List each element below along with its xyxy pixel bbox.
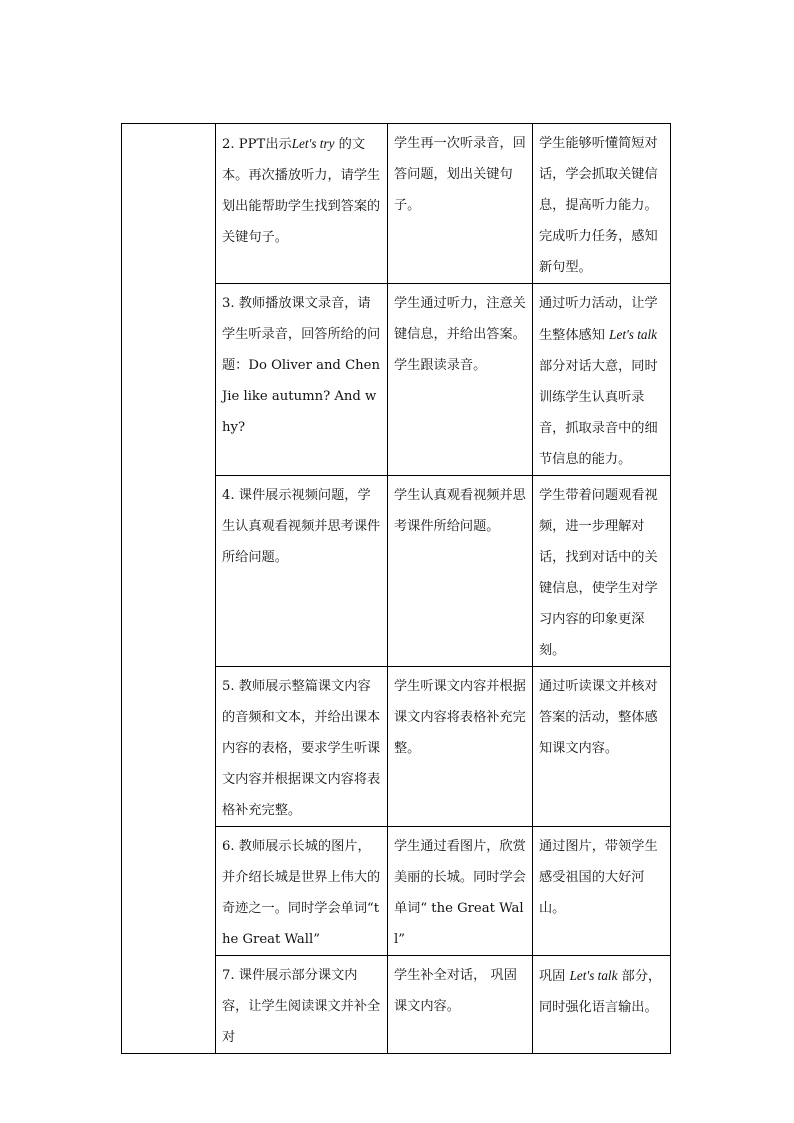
design-purpose-cell: 学生能够听懂简短对话，学会抓取关键信息，提高听力能力。完成听力任务，感知新句型。 [533, 124, 671, 284]
design-purpose-cell: 巩固 Let's talk 部分，同时强化语言输出。 [533, 956, 671, 1054]
student-activity-cell: 学生补全对话， 巩固课文内容。 [388, 956, 533, 1054]
teacher-activity-cell: 3. 教师播放课文录音，请学生听录音，回答所给的问题：Do Oliver and Chen Jie like autumn? And why? [216, 284, 388, 476]
stage-column-cell [122, 124, 216, 1054]
design-purpose-cell: 通过听力活动，让学生整体感知 Let's talk部分对话大意，同时训练学生认真听录音，抓取录音中的细节信息的能力。 [533, 284, 671, 476]
design-purpose-cell: 学生带着问题观看视频，进一步理解对话，找到对话中的关键信息，使学生对学习内容的印象更深刻。 [533, 476, 671, 667]
student-activity-cell: 学生通过看图片，欣赏美丽的长城。同时学会单词“ the Great Wall” [388, 827, 533, 956]
teacher-activity-cell: 6. 教师展示长城的图片，并介绍长城是世界上伟大的奇迹之一。同时学会单词“the Great Wall” [216, 827, 388, 956]
table-row [122, 124, 671, 284]
teacher-activity-cell: 4. 课件展示视频问题，学生认真观看视频并思考课件所给问题。 [216, 476, 388, 667]
student-activity-cell: 学生认真观看视频并思考课件所给问题。 [388, 476, 533, 667]
teacher-activity-cell: 7. 课件展示部分课文内容，让学生阅读课文并补全对 [216, 956, 388, 1054]
design-purpose-cell: 通过听读课文并核对答案的活动，整体感知课文内容。 [533, 667, 671, 827]
student-activity-cell: 学生通过听力，注意关键信息，并给出答案。学生跟读录音。 [388, 284, 533, 476]
teacher-activity-cell: 2. PPT出示Let's try 的文本。再次播放听力，请学生划出能帮助学生找到答案的关键句子。 [216, 124, 388, 284]
student-activity-cell: 学生再一次听录音，回答问题，划出关键句子。 [388, 124, 533, 284]
student-activity-cell: 学生听课文内容并根据课文内容将表格补充完整。 [388, 667, 533, 827]
lesson-plan-table [121, 123, 671, 1054]
teacher-activity-cell: 5. 教师展示整篇课文内容的音频和文本，并给出课本内容的表格，要求学生听课文内容并根据课文内容将表格补充完整。 [216, 667, 388, 827]
design-purpose-cell: 通过图片，带领学生感受祖国的大好河山。 [533, 827, 671, 956]
